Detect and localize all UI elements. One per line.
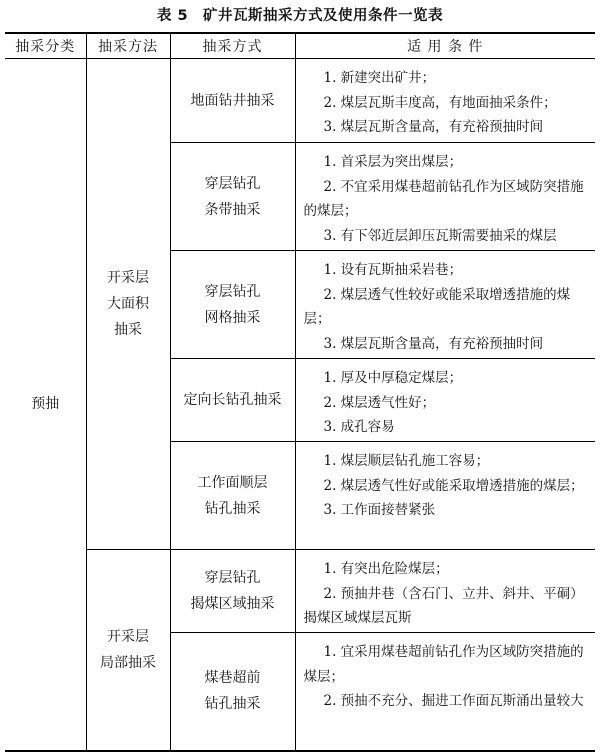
conditions-cell	[295, 359, 595, 442]
condition-line: 1. 首采层为突出煤层；	[323, 154, 463, 170]
condition-line: 2. 预抽不充分、掘进工作面瓦斯涌出量较大	[323, 693, 584, 709]
method-name-line: 抽采	[114, 322, 142, 338]
mode-name-line: 定向长钻孔抽采	[183, 392, 282, 408]
condition-line: 2. 煤层透气性好或能采取增透措施的煤层；	[323, 477, 584, 494]
condition-line: 2. 预抽井巷（含石门、立井、斜井、平硐）揭煤区域煤层瓦斯	[303, 585, 584, 626]
mode-cell	[170, 143, 295, 251]
condition-line: 1. 宜采用煤巷超前钻孔作为区域防突措施的煤层；	[303, 644, 584, 685]
table-caption: 表 5 矿井瓦斯抽采方式及使用条件一览表	[156, 8, 444, 24]
mode-name-line: 穿层钻孔	[204, 175, 261, 192]
condition-line: 2. 煤层瓦斯丰度高，有地面抽采条件；	[323, 94, 557, 111]
method-cell	[86, 550, 170, 751]
mode-name-line: 穿层钻孔	[204, 283, 261, 300]
condition-line: 2. 煤层透气性好；	[323, 394, 436, 411]
conditions-cell	[295, 251, 595, 359]
header-mode: 抽采方式	[170, 33, 295, 59]
condition-line: 1. 新建突出矿井；	[323, 70, 436, 86]
condition-line: 1. 有突出危险煤层；	[323, 561, 449, 577]
condition-line: 1. 设有瓦斯抽采岩巷；	[323, 262, 463, 278]
mode-cell	[170, 442, 295, 550]
method-name-line: 开采层	[107, 628, 149, 645]
method-cell	[86, 59, 170, 550]
conditions-cell	[295, 550, 595, 633]
mode-cell	[170, 359, 295, 442]
condition-line: 3. 成孔容易	[323, 419, 395, 435]
classification-cell: 预抽	[5, 59, 86, 751]
mode-name-line: 地面钻井抽采	[190, 92, 275, 109]
condition-line: 3. 工作面接替紧张	[323, 502, 436, 518]
method-name-line: 局部抽采	[100, 654, 156, 671]
condition-line: 3. 煤层瓦斯含量高，有充裕预抽时间	[323, 119, 544, 135]
mode-name-line: 工作面顺层	[197, 474, 268, 491]
header-row	[5, 33, 595, 59]
mode-cell	[170, 251, 295, 359]
mode-cell	[170, 633, 295, 751]
conditions-cell	[295, 633, 595, 751]
mode-name-line: 钻孔抽采	[204, 696, 261, 713]
mode-name-line: 钻孔抽采	[204, 500, 261, 517]
condition-line: 2. 不宜采用煤巷超前钻孔作为区域防突措施的煤层；	[303, 178, 584, 219]
mode-name-line: 穿层钻孔	[204, 570, 261, 586]
mode-name-line: 揭煤区域抽采	[190, 596, 275, 612]
condition-line: 2. 煤层透气性较好或能采取增透措施的煤层；	[303, 286, 571, 327]
header-classification: 抽采分类	[5, 33, 86, 59]
mode-name-line: 煤巷超前	[204, 670, 261, 687]
method-name-line: 开采层	[107, 270, 149, 286]
mode-cell	[170, 59, 295, 143]
header-method: 抽采方法	[86, 33, 170, 59]
mode-cell	[170, 550, 295, 633]
gas-drainage-table	[5, 32, 595, 752]
condition-line: 1. 厚及中厚稳定煤层；	[323, 370, 463, 386]
condition-line: 1. 煤层顺层钻孔施工容易；	[323, 453, 490, 469]
mode-name-line: 网格抽采	[204, 309, 261, 326]
conditions-cell	[295, 59, 595, 143]
condition-line: 3. 有下邻近层卸压瓦斯需要抽采的煤层	[323, 227, 557, 244]
conditions-cell	[295, 442, 595, 550]
method-name-line: 大面积	[107, 296, 149, 312]
table-row	[5, 550, 595, 633]
header-conditions: 适 用 条 件	[295, 33, 595, 59]
table-row	[5, 59, 595, 143]
condition-line: 3. 煤层瓦斯含量高，有充裕预抽时间	[323, 335, 544, 352]
conditions-cell	[295, 143, 595, 251]
mode-name-line: 条带抽采	[204, 201, 261, 218]
